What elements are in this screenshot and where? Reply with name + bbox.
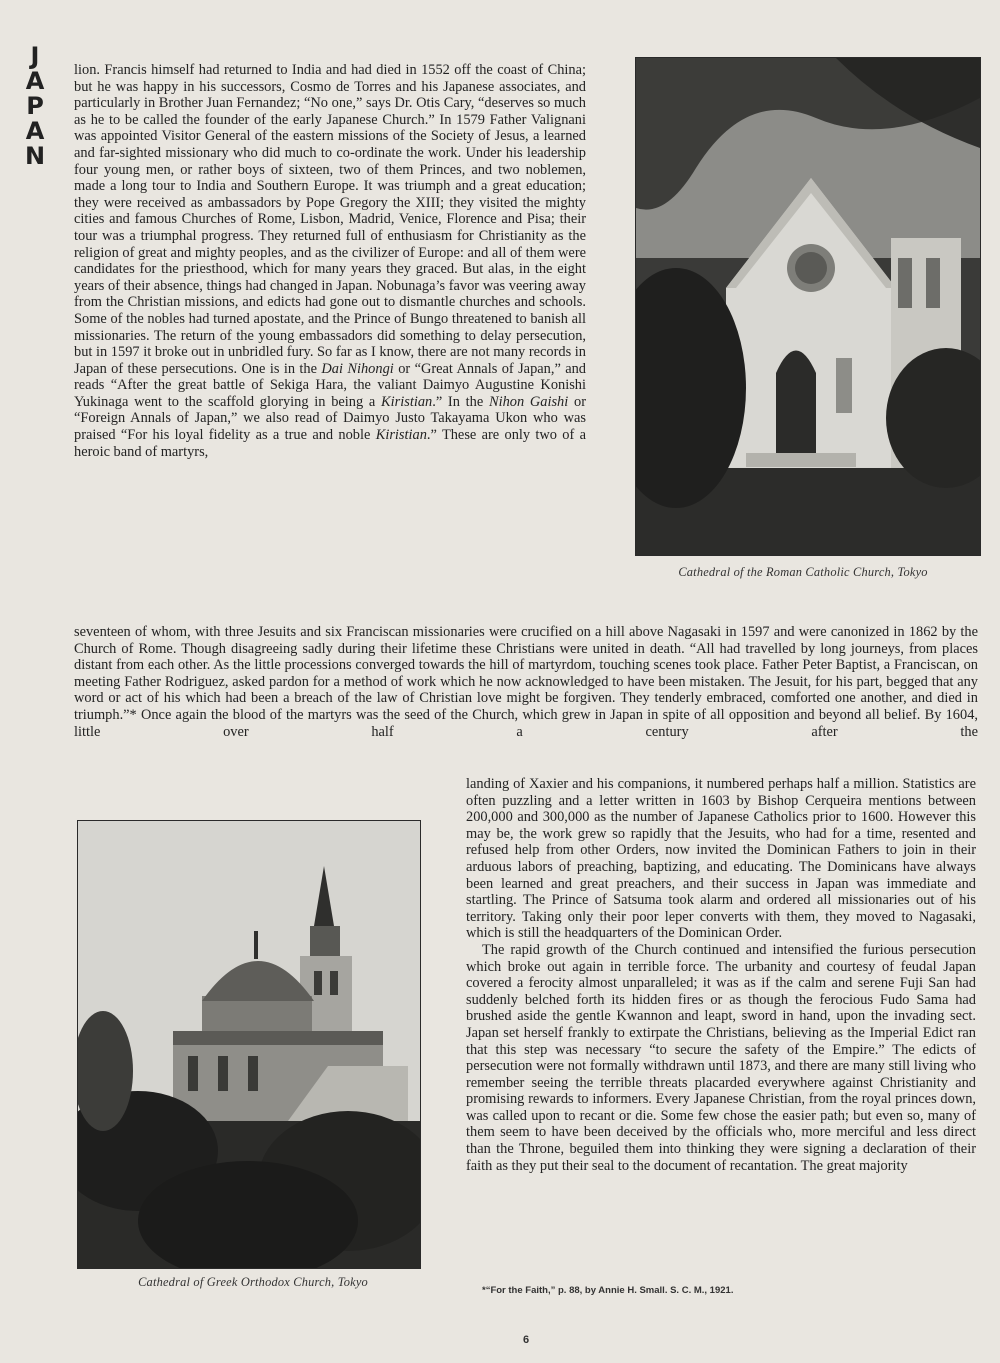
paragraph-bottom-2: The rapid growth of the Church continued and intensified the furious persecution which broke out again in terrible force. The urbanity and courtesy of feudal Japan covered a ferocity almost unparalleled; it was as if the calm and serene Fuji San had suddenly belched forth its hidden fires or as though the ferocious Fudo Sama had brushed aside the gentle Kwannon and leapt, sword in hand, upon the invading sect. Japan set herself frankly to extirpate the Christians, believing as the Imperial Edict ran that this step was necessary “to secure the safety of the Empire.” The edicts of persecution were not formally withdrawn until 1873, and there are many still living who remember seeing the terrible threats placarded everywhere against Christianity and promising rewards to informers. Every Japanese Christian, from the royal princes down, was called upon to recant or die. Some few chose the easier path; but even so, many of them seem to have been deceived by the officials who, more merciful and less direct than the Throne, beguiled them into thinking they were signing a declaration of their faith as they put their seal to the document of recantation. The great majority xyxy=(466,941,976,1174)
paragraph-wide: seventeen of whom, with three Jesuits and six Franciscan missionaries were crucified on a hill above Nagasaki in 1597 and were canonized in 1862 by the Church of Rome. Though disagreeing sadly during their lifetime these Christians were united in death. “All had travelled by long journeys, from places distant from each other. As the little processions converged towards the hill of martyrdom, touching scenes took place. Father Peter Baptist, a Franciscan, on meeting Father Rodriguez, asked pardon for a method of work which he now acknowledged to have been mistaken. The Jesuit, for his part, begged that any word or act of his which had been a breach of the law of Christian love might be forgiven. They tenderly embraced, comforted one another, and died in triumph.”* Once again the blood of the martyrs was the seed of the Church, which grew in Japan in spite of all opposition and beyond all belief. By 1604, little over half a century after the xyxy=(74,624,978,740)
title-letter: P xyxy=(26,92,44,120)
italic-term: Kiristian xyxy=(381,393,433,410)
text-column-wide xyxy=(74,624,978,740)
text-run: or “Foreign Annals of Japan,” we also read of Daimyo Justo Takayama Ukon who was praised “For his loyal fidelity as a true and noble xyxy=(74,393,586,444)
catholic-cathedral-image xyxy=(636,58,980,555)
text-run: .” In the xyxy=(432,393,484,410)
text-run: .” These are only two of a heroic band of martyrs, xyxy=(74,427,586,460)
vertical-title xyxy=(20,44,50,169)
italic-term: Nihon Gaishi xyxy=(488,393,569,410)
catholic-cathedral-photo xyxy=(635,57,981,556)
text-run: or “Great Annals of Japan,” and reads “After the great battle of Sekiga Hara, the valiant Daimyo Augustine Konishi Yukinaga went to the scaffold glorying in being a xyxy=(74,360,587,410)
orthodox-cathedral-photo xyxy=(77,820,421,1269)
catholic-cathedral-caption: Cathedral of the Roman Catholic Church, Tokyo xyxy=(678,565,928,579)
title-letter: J xyxy=(30,42,40,70)
text-run: lion. Francis himself had returned to India and had died in 1552 off the coast of China; but he was happy in his successors, Cosmo de Torres and his Japanese associates, and particularly in Brother Juan Fernandez; “No one,” says Dr. Otis Cary, “deserves so much as he to be called the founder of the early Japanese Church.” In 1579 Father Valignani was appointed Visitor General of the eastern missions of the Society of Jesus, a learned and far-sighted missionary who did much to co-ordinate the work. Under his leadership four young men, or rather boys of sixteen, two of them Princes, and two noblemen, made a long tour to India and Southern Europe. It was triumph and a great education; they were received as ambassadors by Pope Gregory the XIII; they visited the mighty cities and famous Churches of Rome, Lisbon, Madrid, Venice, Florence and Pisa; their tour was a triumphal progress. They returned full of enthusiasm for Christianity as the religion of great and mighty peoples, and as the civilizer of Europe: and all of them were candidates for the priesthood, which for many years they graced. But alas, in the eight years of their absence, things had changed in Japan. Nobunaga’s favor was veering away from the Christian missions, and edicts had gone out to dismantle churches and schools. Some of the nobles had turned apostate, and the Prince of Bungo threatened to banish all missionaries. The return of the young embassadors did something to delay persecution, but in 1597 it broke out in unbridled fury. So far as I know, there are not many records in Japan of these persecutions. One is in the xyxy=(74,62,586,377)
page-number: 6 xyxy=(522,1334,530,1346)
italic-term: Kiristian xyxy=(375,427,427,444)
orthodox-cathedral-caption: Cathedral of Greek Orthodox Church, Tokyo xyxy=(138,1275,368,1289)
text-column-bottom xyxy=(466,776,976,1174)
text-column-top xyxy=(74,62,586,460)
title-letter: N xyxy=(24,142,46,170)
paragraph-top xyxy=(74,62,586,460)
orthodox-cathedral-image xyxy=(78,821,420,1268)
paragraph-bottom-1: landing of Xaxier and his companions, it numbered perhaps half a million. Statistics are often puzzling and a letter written in 1603 by Bishop Cerqueira mentions between 200,000 and 300,000 as the number of Japanese Catholics prior to 1600. However this may be, the work grew so rapidly that the Jesuits, who had for a time, resented and refused help from other Orders, now invited the Dominican Fathers to join in their arduous labors of preaching, baptizing, and educating. The Dominicans have always been learned and great preachers, and their success in Japan was immediate and startling. The Prince of Satsuma took alarm and ordered all missionaries out of his territory. Taking only their poor leper converts with them, they moved to Nagasaki, which is still the headquarters of the Dominican Order. xyxy=(466,776,976,942)
italic-term: Dai Nihongi xyxy=(321,360,394,377)
title-letter: A xyxy=(25,117,45,145)
footnote: *“For the Faith,” p. 88, by Annie H. Small. S. C. M., 1921. xyxy=(482,1285,734,1296)
title-letter: A xyxy=(25,67,45,95)
